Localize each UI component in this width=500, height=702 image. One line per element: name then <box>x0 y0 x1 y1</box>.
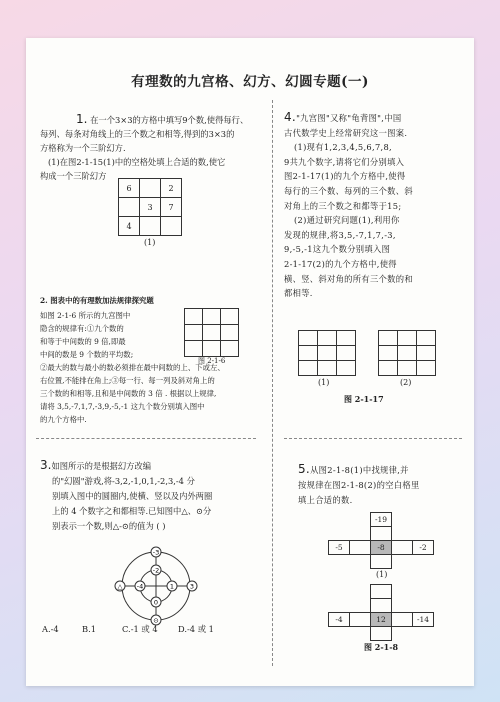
q1-line: (1)在图2-1-15(1)中的空格处填上合适的数,使它 <box>48 157 226 167</box>
option-a[interactable]: A.-4 <box>42 624 59 634</box>
triangle-symbol: △ <box>117 582 123 591</box>
cell-left: -4 <box>328 612 350 627</box>
grid-cell: 6 <box>119 179 140 198</box>
cell-empty <box>370 526 392 541</box>
cell-right: -14 <box>412 612 434 627</box>
grid-cell: 2 <box>161 179 182 198</box>
cell-center: -8 <box>370 540 392 555</box>
grid-cell: 7 <box>161 198 182 217</box>
q5-line: 按规律在图2-1-8(2)的空白格里 <box>298 480 420 490</box>
worksheet-page <box>26 38 474 686</box>
grid-cell: 3 <box>140 198 161 217</box>
grid-cell <box>140 217 161 236</box>
vertical-divider <box>272 100 273 666</box>
q1-number: 1. <box>76 112 88 126</box>
cell-right: -2 <box>412 540 434 555</box>
q2-nine-grid <box>184 308 239 357</box>
cell-empty <box>391 612 413 627</box>
q3-options <box>42 622 268 636</box>
q4-line: 图2-1-17(1)的九个方格中,使得 <box>284 171 406 182</box>
q4-line: (2)通过研究问题(1),利用你 <box>294 215 400 226</box>
q3-line: 上的 4 个数字之和都相等.已知图中△、⊙分 <box>52 506 212 516</box>
q2-line: 右位置,不能排在角上;③每一行、每一列及斜对角上的 <box>40 376 215 385</box>
circle-value: -4 <box>136 582 144 591</box>
q5-number: 5. <box>298 462 311 476</box>
question-1 <box>40 112 266 183</box>
q4-line: "九宫图"又称"龟背图",中国 <box>296 113 402 123</box>
q5-figure-1 <box>320 512 440 572</box>
q2-heading: 2. 图表中的有理数加法规律探究题 <box>40 296 154 305</box>
magic-circle-figure <box>106 546 206 626</box>
cell-empty <box>349 540 371 555</box>
q2-line: 隐含的规律有:①九个数的 <box>40 324 124 333</box>
cell-left: -5 <box>328 540 350 555</box>
q4-caption-2: (2) <box>400 378 412 387</box>
option-d[interactable]: D.-4 或 1 <box>178 624 214 634</box>
q4-line: 都相等. <box>284 288 313 299</box>
q4-line: 每行的三个数、每列的三个数、斜 <box>284 185 413 196</box>
q4-line: 9共九个数字,请将它们分别填入 <box>284 156 405 167</box>
circle-value: -3 <box>152 548 160 557</box>
q4-caption-1: (1) <box>318 378 330 387</box>
grid-cell: 4 <box>119 217 140 236</box>
cell-empty <box>349 612 371 627</box>
option-c[interactable]: C.-1 或 4 <box>122 624 158 634</box>
q5-line: 从图2-1-8(1)中找规律,并 <box>310 465 409 475</box>
q5-caption-1: (1) <box>376 570 388 579</box>
circle-value: 3 <box>189 582 195 591</box>
dot-circle-symbol: ⊙ <box>153 616 159 625</box>
q1-line: 方格称为一个三阶幻方. <box>40 143 126 153</box>
cell-center: 12 <box>370 612 392 627</box>
q3-line: 的"幻圆"游戏,将-3,2,-1,0,1,-2,3,-4 分 <box>52 476 195 486</box>
q4-grid-2 <box>378 330 436 376</box>
q4-line: 古代数学史上经常研究这一图案. <box>284 127 408 138</box>
circle-value: -2 <box>152 566 160 575</box>
q2-line: 三个数的和相等,且和是中间数的 3 倍 . 根据以上规律, <box>40 389 217 398</box>
question-4 <box>284 110 464 301</box>
q3-line: 如图所示的是根据幻方改编 <box>51 461 152 471</box>
cell-top: -19 <box>370 512 392 527</box>
q2-caption: 图 2-1-6 <box>198 357 226 365</box>
q2-line: 如图 2-1-6 所示的九宫图中 <box>40 311 131 320</box>
q4-number: 4. <box>284 110 297 124</box>
q1-line: 每列、每条对角线上的三个数之和相等,得到的3×3的 <box>40 129 235 139</box>
grid-cell <box>161 217 182 236</box>
divider-left <box>36 438 256 439</box>
q5-figure-label: 图 2-1-8 <box>364 642 399 652</box>
q4-line: 发现的规律,将3,5,-7,1,7,-3, <box>284 229 396 240</box>
grid-cell <box>119 198 140 217</box>
q3-number: 3. <box>40 458 52 472</box>
q1-magic-square <box>118 178 182 236</box>
circle-value: 1 <box>169 582 175 591</box>
q4-grid-1 <box>298 330 356 376</box>
cell-empty <box>370 598 392 613</box>
q1-caption: (1) <box>144 238 156 247</box>
q4-figure-label: 图 2-1-17 <box>344 394 384 404</box>
q2-line: ②最大的数与最小的数必须排在最中间数的上、下或左、 <box>40 363 225 372</box>
q4-line: (1)现有1,2,3,4,5,6,7,8, <box>294 142 392 153</box>
cell-empty <box>370 626 392 641</box>
q1-line: 构成一个三阶幻方 <box>40 171 107 181</box>
q3-line: 别表示一个数,则△-⊙的值为 ( ) <box>52 521 166 531</box>
q3-line: 别填入图中的圆圈内,使横、竖以及内外两圈 <box>52 491 213 501</box>
cell-empty <box>370 554 392 569</box>
q2-line: 和等于中间数的 9 倍,即最 <box>40 337 126 346</box>
page-title: 有理数的九宫格、幻方、幻圆专题(一) <box>131 74 369 90</box>
cell-empty <box>391 540 413 555</box>
q4-line: 对角上的三个数之和都等于15; <box>284 200 402 211</box>
q4-line: 2-1-17(2)的九个方格中,使得 <box>284 258 397 269</box>
grid-cell <box>140 179 161 198</box>
option-b[interactable]: B.1 <box>82 624 97 634</box>
q4-line: 9,-5,-1这九个数分别填入图 <box>284 244 391 255</box>
q5-line: 填上合适的数. <box>298 495 353 505</box>
q2-line: 的九个方格中. <box>40 415 87 424</box>
q1-line: 在一个3×3的方格中填写9个数,使得每行、 <box>90 115 249 125</box>
circle-value: 0 <box>153 598 159 607</box>
divider-right <box>284 438 462 439</box>
question-5 <box>298 462 468 508</box>
q4-line: 横、竖、斜对角的所有三个数的和 <box>284 273 413 284</box>
q2-line: 请将 3,5,-7,1,7,-3,9,-5,-1 这九个数分别填入图中 <box>40 402 205 411</box>
q2-line: 中间的数是 9 个数的平均数; <box>40 350 134 359</box>
cell-empty <box>370 584 392 599</box>
question-3 <box>40 458 266 534</box>
